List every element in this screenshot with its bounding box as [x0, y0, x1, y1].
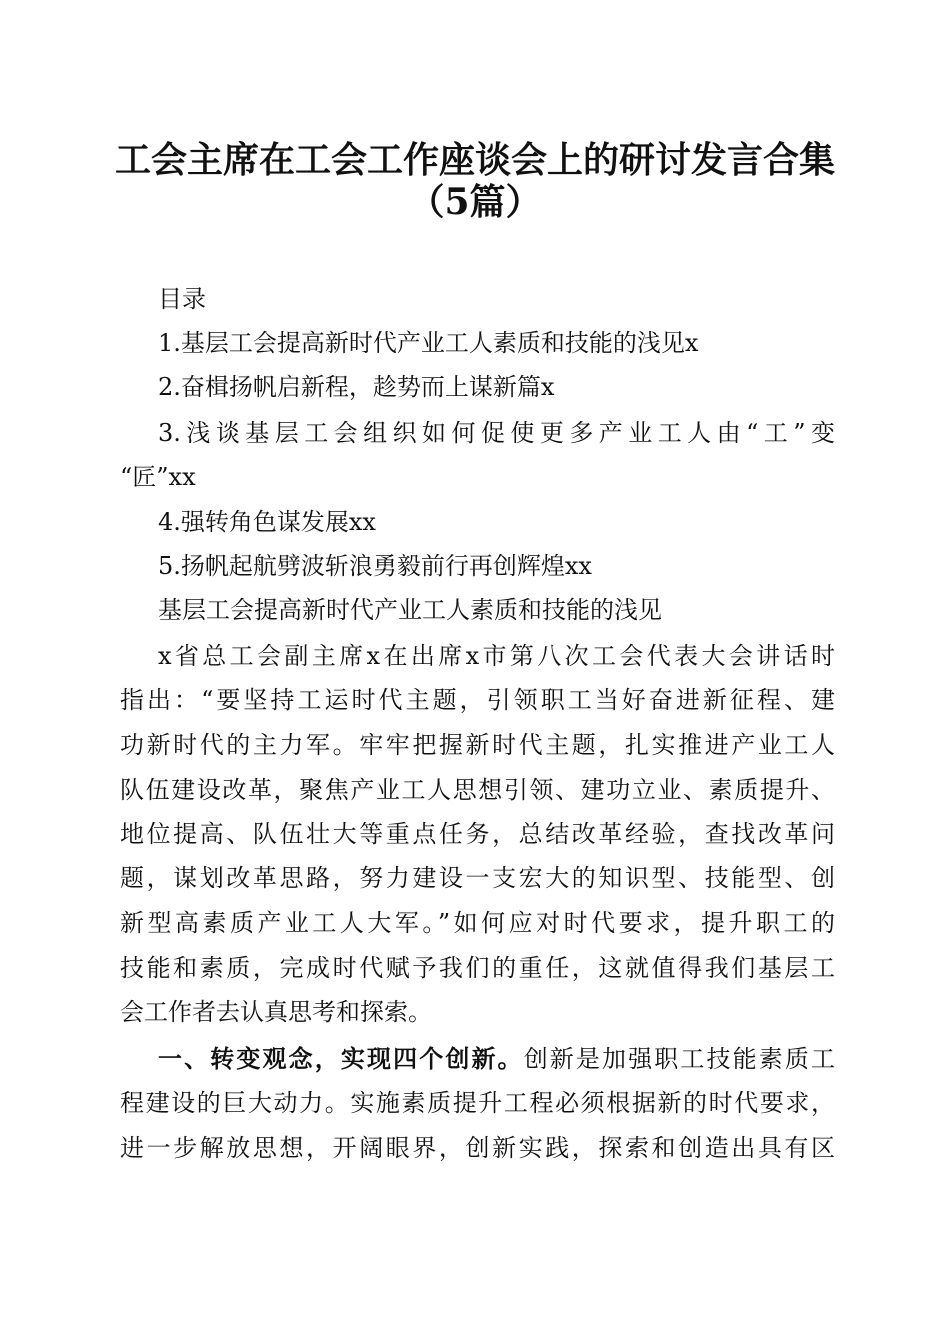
paragraph-1-line-1: x省总工会副主席x在出席x市第八次工会代表大会讲话时	[158, 642, 835, 670]
paragraph-1-line-9: 会工作者去认真思考和探索。	[120, 998, 432, 1026]
document-title-line-2: （5篇）	[408, 181, 542, 223]
toc-item-2: 2.奋楫扬帆启新程，趁势而上谋新篇x	[158, 373, 555, 401]
paragraph-1-line-2: 指出：“要坚持工运时代主题，引领职工当好奋进新征程、建	[120, 686, 835, 714]
paragraph-2-line-1	[158, 1043, 835, 1075]
paragraph-1-line-4: 队伍建设改革，聚焦产业工人思想引领、建功立业、素质提升、	[120, 776, 835, 804]
toc-item-1: 1.基层工会提高新时代产业工人素质和技能的浅见x	[158, 329, 699, 357]
paragraph-1-line-7: 新型高素质产业工人大军。”如何应对时代要求，提升职工的	[120, 909, 835, 937]
document-title-line-1: 工会主席在工会工作座谈会上的研讨发言合集	[114, 139, 835, 181]
paragraph-1-line-5: 地位提高、队伍壮大等重点任务，总结改革经验，查找改革问	[120, 820, 835, 848]
toc-item-3-line-1: 3.浅谈基层工会组织如何促使更多产业工人由“工”变	[158, 419, 835, 447]
toc-item-5: 5.扬帆起航劈波斩浪勇毅前行再创辉煌xx	[158, 552, 592, 580]
paragraph-1-line-8: 技能和素质，完成时代赋予我们的重任，这就值得我们基层工	[120, 954, 835, 982]
section-heading: 一、转变观念，实现四个创新。	[158, 1045, 524, 1073]
paragraph-2-line-3: 进一步解放思想，开阔眼界，创新实践，探索和创造出具有区	[120, 1134, 835, 1162]
paragraph-2-line-1-rest: 创新是加强职工技能素质工	[523, 1045, 836, 1073]
toc-item-3-line-2: “匠”xx	[120, 463, 196, 491]
paragraph-1-line-3: 功新时代的主力军。牢牢把握新时代主题，扎实推进产业工人	[120, 731, 835, 759]
article-title: 基层工会提高新时代产业工人素质和技能的浅见	[158, 596, 662, 624]
toc-heading: 目录	[158, 285, 206, 313]
paragraph-1-line-6: 题，谋划改革思路，努力建设一支宏大的知识型、技能型、创	[120, 864, 835, 892]
toc-item-4: 4.强转角色谋发展xx	[158, 508, 376, 536]
paragraph-2-line-2: 程建设的巨大动力。实施素质提升工程必须根据新的时代要求，	[120, 1089, 835, 1117]
